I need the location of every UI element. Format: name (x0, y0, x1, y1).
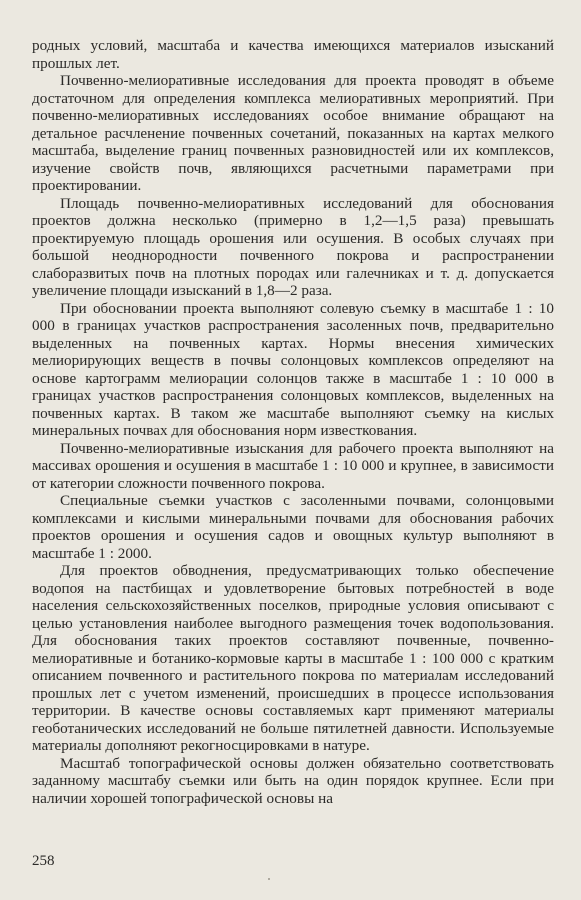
paragraph: При обосновании проекта выполняют солевую съемку в масштабе 1 : 10 000 в границах участков распространения засоленных почв, предварительно выделенных на почвенных картах. Нормы внесения химических мелиорирующих веществ в почвы солонцовых комплексов определяют на основе картограмм мелиорации солонцов также в масштабе 1 : 10 000 в границах участков распространения солонцовых комплексов, выделенных на почвенных картах. В таком же масштабе выполняют съемку на кислых минеральных почвах для обоснования норм известкования. (32, 299, 554, 439)
body-text (32, 37, 554, 807)
paragraph: родных условий, масштаба и качества имеющихся материалов изысканий прошлых лет. (32, 37, 554, 72)
page-number: 258 (32, 853, 55, 869)
paragraph: Для проектов обводнения, предусматривающих только обеспечение водопоя на пастбищах и удовлетворение бытовых потребностей в воде населения сельскохозяйственных поселков, природные условия описывают с целью установления наиболее выгодного размещения точек водопользования. Для обоснования таких проектов составляют почвенные, почвенно-мелиоративные и ботанико-кормовые карты в масштабе 1 : 100 000 с кратким описанием почвенного и растительного покрова по материалам исследований прошлых лет с учетом изменений, происшедших в процессе использования территории. В качестве основы составляемых карт применяют материалы геоботанических исследований не больше пятилетней давности. Используемые материалы дополняют рекогносцировками в натуре. (32, 562, 554, 754)
print-speck (268, 878, 270, 880)
paragraph: Почвенно-мелиоративные исследования для проекта проводят в объеме достаточном для определения комплекса мелиоративных мероприятий. При почвенно-мелиоративных исследованиях особое внимание обращают на детальное расчленение почвенных сочетаний, показанных на картах мелкого масштаба, выделение границ почвенных разновидностей или их комплексов, изучение свойств почв, являющихся расчетными параметрами при проектировании. (32, 72, 554, 194)
paragraph: Почвенно-мелиоративные изыскания для рабочего проекта выполняют на массивах орошения и осушения в масштабе 1 : 10 000 и крупнее, в зависимости от категории сложности почвенного покрова. (32, 439, 554, 492)
paragraph: Специальные съемки участков с засоленными почвами, солонцовыми комплексами и кислыми минеральными почвами для обоснования рабочих проектов орошения и осушения садов и овощных культур выполняют в масштабе 1 : 2000. (32, 492, 554, 562)
paragraph: Масштаб топографической основы должен обязательно соответствовать заданному масштабу съемки или быть на один порядок крупнее. Если при наличии хорошей топографической основы на (32, 754, 554, 807)
paragraph: Площадь почвенно-мелиоративных исследований для обоснования проектов должна несколько (примерно в 1,2—1,5 раза) превышать проектируемую площадь орошения или осушения. В особых случаях при большой неоднородности почвенного покрова и распространении слаборазвитых почв на плотных породах или галечниках и т. д. допускается увеличение площади изысканий в 1,8—2 раза. (32, 194, 554, 299)
